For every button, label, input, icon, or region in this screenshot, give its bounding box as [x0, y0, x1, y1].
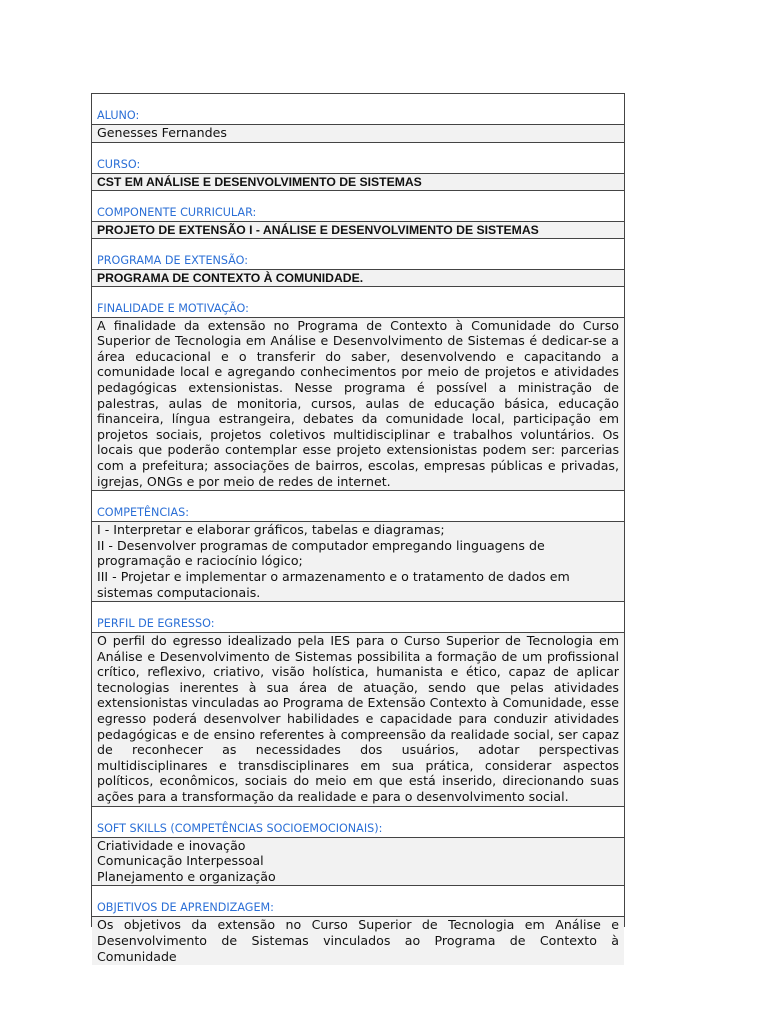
field-label-finalidade: FINALIDADE E MOTIVAÇÃO:	[92, 286, 624, 317]
document-table	[91, 93, 625, 964]
field-value-componente: PROJETO DE EXTENSÃO I - ANÁLISE E DESENVOLVIMENTO DE SISTEMAS	[92, 221, 624, 238]
field-value-curso: CST EM ANÁLISE E DESENVOLVIMENTO DE SISTEMAS	[92, 173, 624, 190]
soft-skill-item: Planejamento e organização	[97, 868, 276, 884]
soft-skill-item: Criatividade e inovação	[97, 837, 246, 853]
field-label-competencias: COMPETÊNCIAS:	[92, 490, 624, 521]
field-label-programa: PROGRAMA DE EXTENSÃO:	[92, 238, 624, 269]
field-label-componente: COMPONENTE CURRICULAR:	[92, 190, 624, 221]
field-value-soft-skills	[92, 837, 624, 886]
field-value-finalidade: A finalidade da extensão no Programa de Contexto à Comunidade do Curso Superior de Tecnologia em Análise e Desenvolvimento de Sistemas é dedicar-se a área educacional e o transferir do saber, desenvolvendo e capacitando a comunidade local e agregando conhecimentos por meio de projetos e atividades pedagógicas extensionistas. Nesse programa é possível a ministração de palestras, aulas de monitoria, cursos, aulas de educação básica, educação financeira, língua estrangeira, debates da comunidade local, participação em projetos sociais, projetos coletivos multidisciplinar e trabalhos voluntários. Os locais que poderão contemplar esse projeto extensionistas podem ser: parcerias com a prefeitura; associações de bairros, escolas, empresas públicas e privadas, igrejas, ONGs e por meio de redes de internet.	[92, 317, 624, 491]
competencia-item: II - Desenvolver programas de computador empregando linguagens de programação e raciocínio lógico;	[97, 537, 545, 569]
field-label-soft-skills: SOFT SKILLS (COMPETÊNCIAS SOCIOEMOCIONAIS):	[92, 806, 624, 837]
field-value-perfil: O perfil do egresso idealizado pela IES para o Curso Superior de Tecnologia em Análise e Desenvolvimento de Sistemas possibilita a formação de um profissional crítico, reflexivo, criativo, visão holística, humanista e ético, capaz de aplicar tecnologias inerentes à sua área de atuação, sendo que pelas atividades extensionistas vinculadas ao Programa de Extensão Contexto à Comunidade, esse egresso poderá desenvolver habilidades e capacidade para conduzir atividades pedagógicas e de ensino referentes à compreensão da realidade social, ser capaz de reconhecer as necessidades dos usuários, adotar perspectivas multidisciplinares e transdisciplinares em sua prática, considerar aspectos políticos, econômicos, sociais do meio em que está inserido, direcionando suas ações para a transformação da realidade e para o desenvolvimento social.	[92, 632, 624, 806]
field-label-perfil: PERFIL DE EGRESSO:	[92, 601, 624, 632]
field-label-curso: CURSO:	[92, 142, 624, 173]
field-value-competencias	[92, 521, 624, 601]
field-value-aluno: Genesses Fernandes	[92, 124, 624, 142]
soft-skill-item: Comunicação Interpessoal	[97, 853, 264, 869]
competencia-item: III - Projetar e implementar o armazenamento e o tratamento de dados em sistemas computacionais.	[97, 568, 570, 600]
field-label-aluno: ALUNO:	[92, 94, 624, 124]
field-value-programa: PROGRAMA DE CONTEXTO À COMUNIDADE.	[92, 269, 624, 286]
field-value-objetivos: Os objetivos da extensão no Curso Superior de Tecnologia em Análise e Desenvolvimento de Sistemas vinculados ao Programa de Contexto à Comunidade	[92, 916, 624, 965]
field-label-objetivos: OBJETIVOS DE APRENDIZAGEM:	[92, 885, 624, 916]
competencia-item: I - Interpretar e elaborar gráficos, tabelas e diagramas;	[97, 522, 445, 538]
